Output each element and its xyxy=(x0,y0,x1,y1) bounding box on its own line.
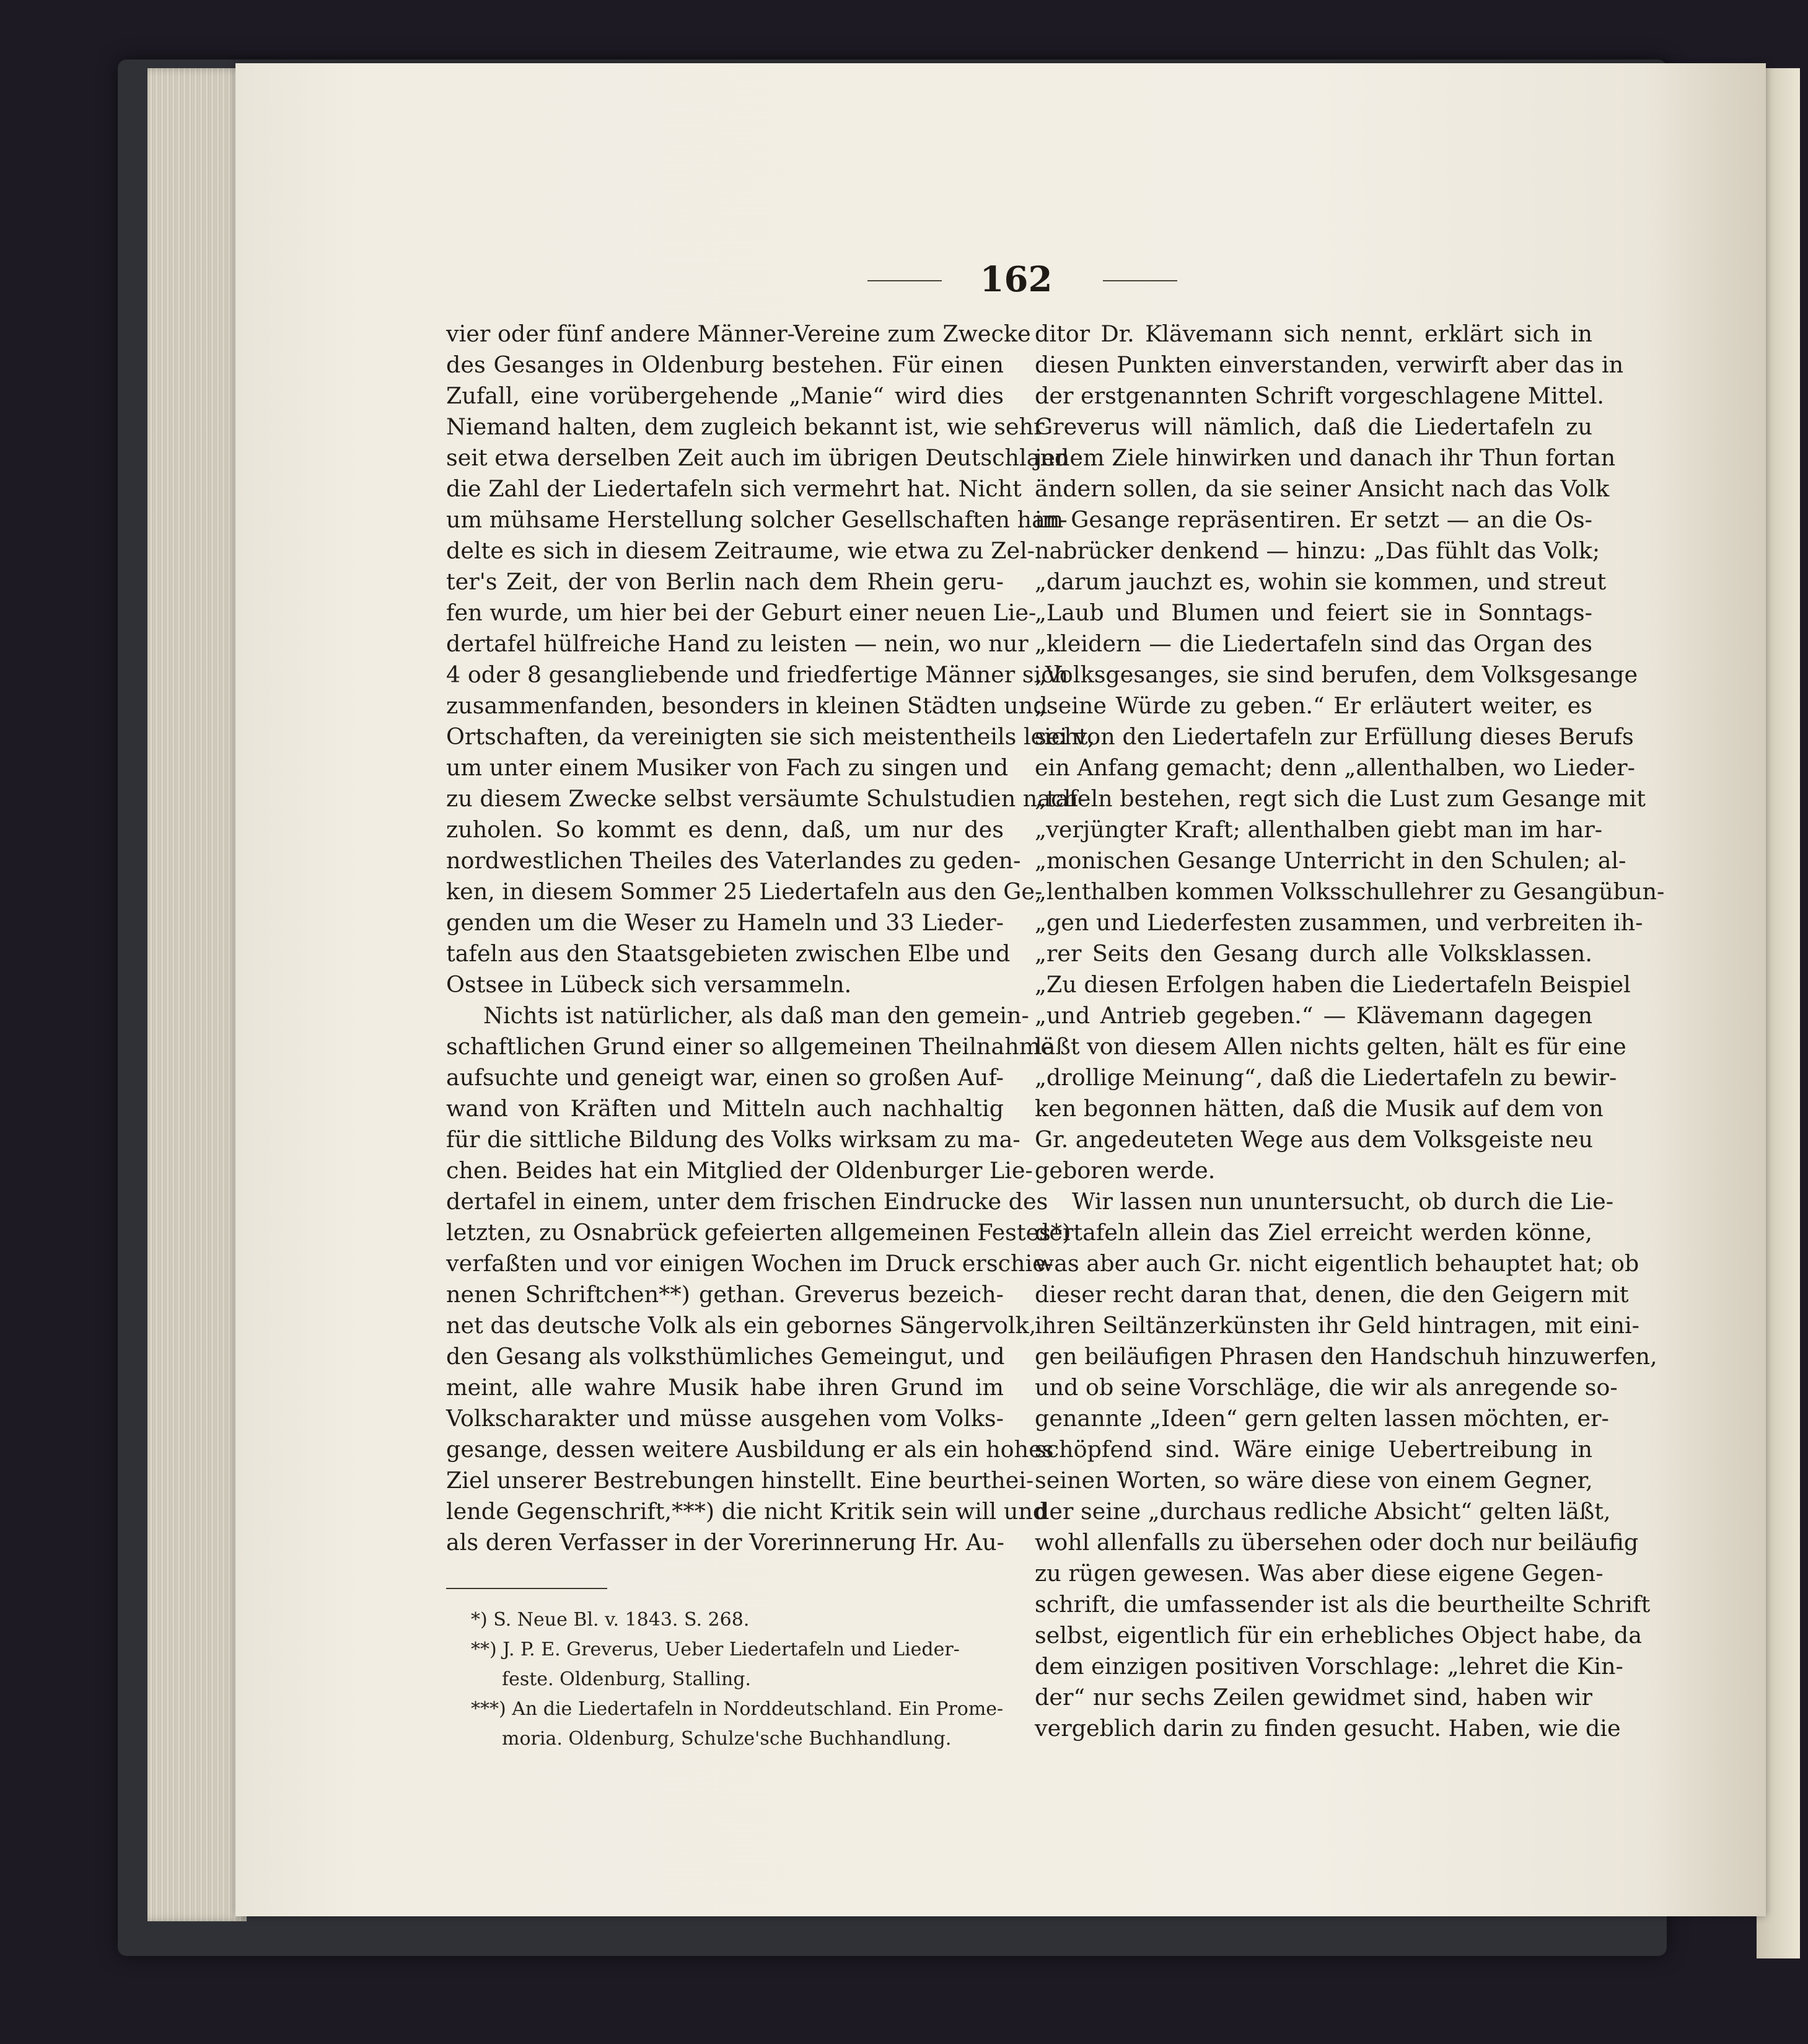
text-line: „seine Würde zu geben.“ Er erläutert weiter, es xyxy=(1035,692,1592,719)
text-line: was aber auch Gr. nicht eigentlich behauptet hat; ob xyxy=(1035,1250,1639,1277)
text-line: delte es sich in diesem Zeitraume, wie etwa zu Zel- xyxy=(446,537,1035,564)
text-line: lende Gegenschrift,***) die nicht Kritik sein will und xyxy=(446,1498,1048,1525)
text-line: net das deutsche Volk als ein gebornes Sängervolk, xyxy=(446,1312,1037,1339)
text-line: „verjüngter Kraft; allenthalben giebt man im har- xyxy=(1035,816,1603,843)
text-line: um mühsame Herstellung solcher Gesellschaften han- xyxy=(446,506,1068,533)
text-line: zuholen. So kommt es denn, daß, um nur des xyxy=(446,816,1004,843)
text-line: „und Antrieb gegeben.“ — Klävemann dagegen xyxy=(1035,1002,1592,1029)
text-line: „monischen Gesange Unterricht in den Schulen; al- xyxy=(1035,847,1626,874)
text-line: verfaßten und vor einigen Wochen im Druck erschie- xyxy=(446,1250,1054,1277)
text-line: dertafel in einem, unter dem frischen Eindrucke des xyxy=(446,1188,1048,1215)
text-line: wand von Kräften und Mitteln auch nachhaltig xyxy=(446,1095,1004,1122)
text-line: Zufall, eine vorübergehende „Manie“ wird dies xyxy=(446,382,1004,409)
text-line: zu diesem Zwecke selbst versäumte Schulstudien nach- xyxy=(446,785,1086,812)
text-line: „Volksgesanges, sie sind berufen, dem Volksgesange xyxy=(1035,661,1638,688)
page-block-edge xyxy=(147,68,247,1921)
footnote-line: ***) An die Liedertafeln in Norddeutschland. Ein Prome- xyxy=(471,1698,1004,1720)
text-line: dem einzigen positiven Vorschlage: „lehret die Kin- xyxy=(1035,1653,1623,1680)
text-line: ein Anfang gemacht; denn „allenthalben, wo Lieder- xyxy=(1035,754,1635,781)
text-line: Niemand halten, dem zugleich bekannt ist, wie sehr xyxy=(446,413,1045,440)
text-line: gesange, dessen weitere Ausbildung er als ein hohes xyxy=(446,1436,1054,1463)
folio-rule-right xyxy=(1103,280,1177,281)
text-line: „gen und Liederfesten zusammen, und verbreiten ih- xyxy=(1035,909,1643,936)
text-line: jenem Ziele hinwirken und danach ihr Thun fortan xyxy=(1035,444,1616,471)
text-line: läßt von diesem Allen nichts gelten, hält es für eine xyxy=(1035,1033,1626,1060)
text-line: ter's Zeit, der von Berlin nach dem Rhein geru- xyxy=(446,568,1004,595)
text-line: vier oder fünf andere Männer-Vereine zum Zwecke xyxy=(446,320,1031,347)
text-line: diesen Punkten einverstanden, verwirft aber das in xyxy=(1035,351,1624,378)
text-line: 4 oder 8 gesangliebende und friedfertige Männer sich xyxy=(446,661,1069,688)
text-line: der“ nur sechs Zeilen gewidmet sind, haben wir xyxy=(1035,1684,1592,1711)
text-line: Nichts ist natürlicher, als daß man den gemein- xyxy=(483,1002,1029,1029)
text-line: seinen Worten, so wäre diese von einem Gegner, xyxy=(1035,1467,1593,1494)
text-line: um unter einem Musiker von Fach zu singen und xyxy=(446,754,1009,781)
text-line: fen wurde, um hier bei der Geburt einer neuen Lie- xyxy=(446,599,1037,626)
text-line: „lenthalben kommen Volksschullehrer zu Gesangübun- xyxy=(1035,878,1665,905)
footnote-line: moria. Oldenburg, Schulze'sche Buchhandlung. xyxy=(502,1728,952,1750)
text-line: zusammenfanden, besonders in kleinen Städten und xyxy=(446,692,1048,719)
text-line: nenen Schriftchen**) gethan. Greverus bezeich- xyxy=(446,1281,1004,1308)
footnote-line: feste. Oldenburg, Stalling. xyxy=(502,1668,752,1690)
text-line: „rer Seits den Gesang durch alle Volksklassen. xyxy=(1035,940,1592,967)
text-line: den Gesang als volksthümliches Gemeingut, und xyxy=(446,1343,1005,1370)
text-line: ditor Dr. Klävemann sich nennt, erklärt sich in xyxy=(1035,320,1592,347)
footnote-line: **) J. P. E. Greverus, Ueber Liedertafeln und Lieder- xyxy=(471,1639,960,1660)
text-line: „darum jauchzt es, wohin sie kommen, und streut xyxy=(1035,568,1607,595)
text-line: der seine „durchaus redliche Absicht“ gelten läßt, xyxy=(1035,1498,1611,1525)
text-line: des Gesanges in Oldenburg bestehen. Für einen xyxy=(446,351,1004,378)
text-line: ändern sollen, da sie seiner Ansicht nach das Volk xyxy=(1035,475,1610,502)
text-line: im Gesange repräsentiren. Er setzt — an die Os- xyxy=(1035,506,1592,533)
footnote-line: *) S. Neue Bl. v. 1843. S. 268. xyxy=(471,1609,750,1631)
text-line: „drollige Meinung“, daß die Liedertafeln zu bewir- xyxy=(1035,1064,1617,1091)
text-line: der erstgenannten Schrift vorgeschlagene Mittel. xyxy=(1035,382,1605,409)
text-line: nabrücker denkend — hinzu: „Das fühlt das Volk; xyxy=(1035,537,1600,564)
left-text-column xyxy=(446,319,1095,1558)
text-line: aufsuchte und geneigt war, einen so großen Auf- xyxy=(446,1064,1004,1091)
text-line: Gr. angedeuteten Wege aus dem Volksgeiste neu xyxy=(1035,1126,1594,1153)
text-line: genden um die Weser zu Hameln und 33 Lieder- xyxy=(446,909,1004,936)
text-line: „Laub und Blumen und feiert sie in Sonntags- xyxy=(1035,599,1592,626)
text-line: Ortschaften, da vereinigten sie sich meistentheils leicht, xyxy=(446,723,1095,750)
text-line: genannte „Ideen“ gern gelten lassen möchten, er- xyxy=(1035,1405,1609,1432)
text-line: „tafeln bestehen, regt sich die Lust zum Gesange mit xyxy=(1035,785,1646,812)
right-text-column xyxy=(1035,319,1665,1744)
text-line: tafeln aus den Staatsgebieten zwischen Elbe und xyxy=(446,940,1011,967)
text-line: vergeblich darin zu finden gesucht. Haben, wie die xyxy=(1035,1715,1621,1742)
page-number: 162 xyxy=(980,259,1053,300)
text-line: ken, in diesem Sommer 25 Liedertafeln aus den Ge- xyxy=(446,878,1043,905)
text-line: dertafel hülfreiche Hand zu leisten — nein, wo nur xyxy=(446,630,1029,657)
text-line: und ob seine Vorschläge, die wir als anregende so- xyxy=(1035,1374,1618,1401)
text-line: ihren Seiltänzerkünsten ihr Geld hintragen, mit eini- xyxy=(1035,1312,1639,1339)
text-line: Wir lassen nun ununtersucht, ob durch die Lie- xyxy=(1072,1188,1614,1215)
text-line: chen. Beides hat ein Mitglied der Oldenburger Lie- xyxy=(446,1157,1033,1184)
text-line: schaftlichen Grund einer so allgemeinen Theilnahme xyxy=(446,1033,1054,1060)
text-line: meint, alle wahre Musik habe ihren Grund im xyxy=(446,1374,1004,1401)
text-line: schrift, die umfassender ist als die beurtheilte Schrift xyxy=(1035,1591,1651,1618)
text-line: letzten, zu Osnabrück gefeierten allgemeinen Festes*) xyxy=(446,1219,1071,1246)
footnotes xyxy=(471,1605,1004,1754)
text-line: geboren werde. xyxy=(1035,1157,1216,1184)
text-line: zu rügen gewesen. Was aber diese eigene Gegen- xyxy=(1035,1560,1604,1587)
text-line: Ostsee in Lübeck sich versammeln. xyxy=(446,971,852,998)
footnote-rule xyxy=(446,1588,607,1589)
text-line: wohl allenfalls zu übersehen oder doch nur beiläufig xyxy=(1035,1529,1639,1556)
text-line: „kleidern — die Liedertafeln sind das Organ des xyxy=(1035,630,1592,657)
text-line: Greverus will nämlich, daß die Liedertafeln zu xyxy=(1035,413,1592,440)
text-line: Volkscharakter und müsse ausgehen vom Volks- xyxy=(446,1405,1004,1432)
text-line: ken begonnen hätten, daß die Musik auf dem von xyxy=(1035,1095,1604,1122)
text-line: die Zahl der Liedertafeln sich vermehrt hat. Nicht xyxy=(446,475,1022,502)
text-line: seit etwa derselben Zeit auch im übrigen Deutschland xyxy=(446,444,1069,471)
folio-rule-left xyxy=(867,280,942,281)
text-line: sei von den Liedertafeln zur Erfüllung dieses Berufs xyxy=(1035,723,1634,750)
text-line: als deren Verfasser in der Vorerinnerung Hr. Au- xyxy=(446,1529,1005,1556)
text-line: Ziel unserer Bestrebungen hinstellt. Eine beurthei- xyxy=(446,1467,1034,1494)
text-line: nordwestlichen Theiles des Vaterlandes zu geden- xyxy=(446,847,1021,874)
text-line: „Zu diesen Erfolgen haben die Liedertafeln Beispiel xyxy=(1035,971,1631,998)
text-line: für die sittliche Bildung des Volks wirksam zu ma- xyxy=(446,1126,1020,1153)
text-line: dertafeln allein das Ziel erreicht werden könne, xyxy=(1035,1219,1592,1246)
text-line: selbst, eigentlich für ein erhebliches Object habe, da xyxy=(1035,1622,1642,1649)
text-line: gen beiläufigen Phrasen den Handschuh hinzuwerfen, xyxy=(1035,1343,1657,1370)
text-line: schöpfend sind. Wäre einige Uebertreibung in xyxy=(1035,1436,1592,1463)
text-line: dieser recht daran that, denen, die den Geigern mit xyxy=(1035,1281,1629,1308)
